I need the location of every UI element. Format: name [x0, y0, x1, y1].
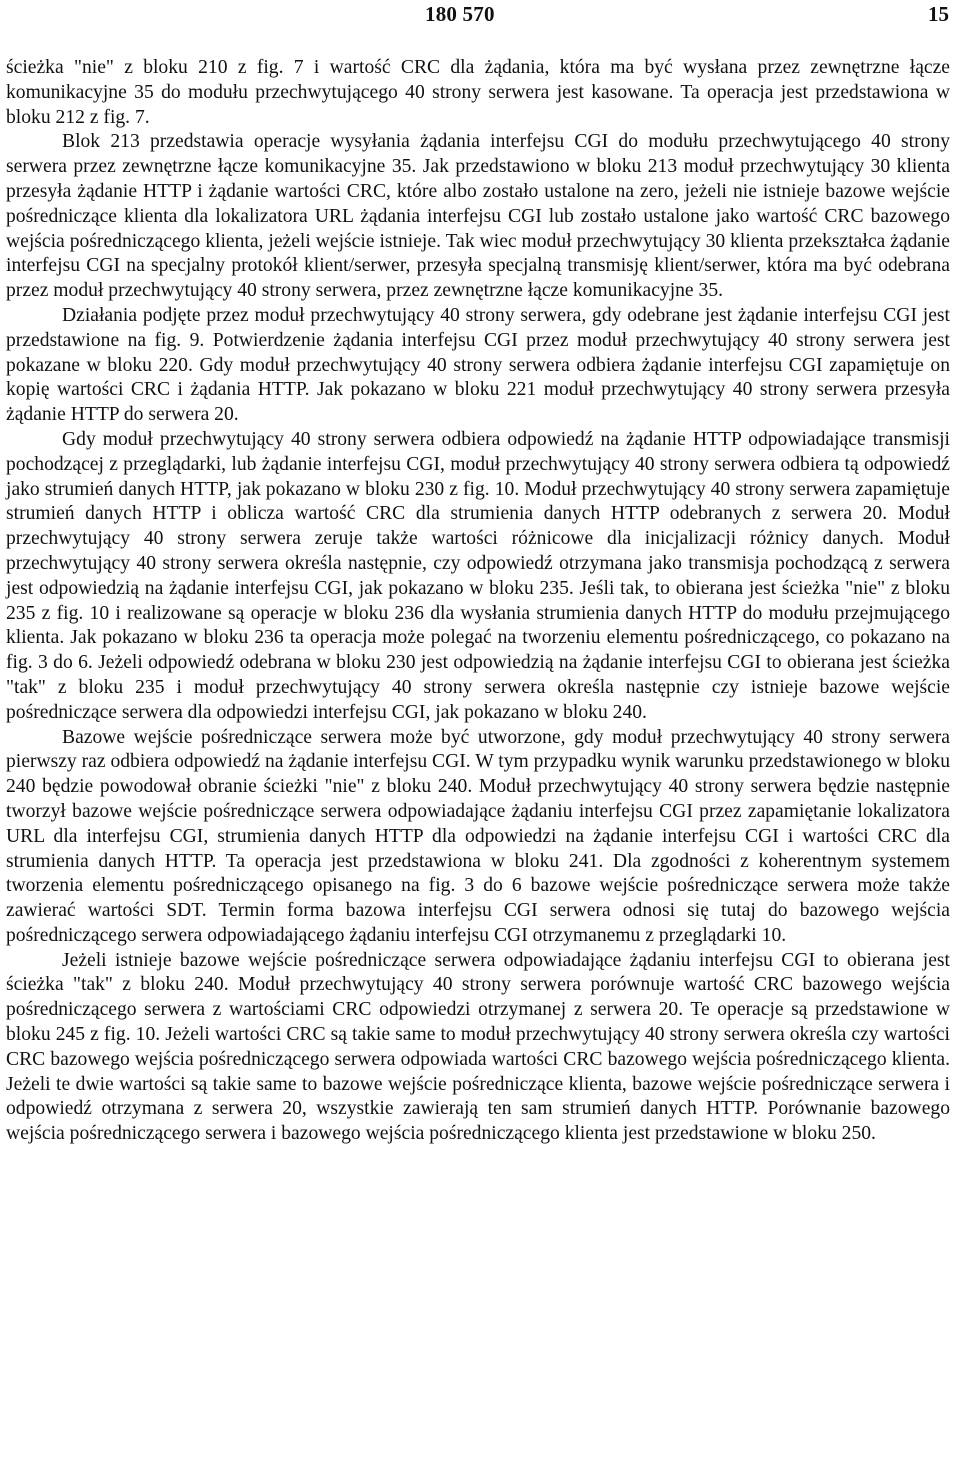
paragraph-1: ścieżka "nie" z bloku 210 z fig. 7 i wartość CRC dla żądania, która ma być wysłana przez zewnętrzne łącze komunikacyjne 35 do modułu przechwytującego 40 strony serwera jest kasowane. Ta operacja jest przedstawiona w bloku 212 z fig. 7. [6, 57, 950, 128]
body-text [6, 56, 950, 1147]
paragraph-4: Gdy moduł przechwytujący 40 strony serwera odbiera odpowiedź na żądanie HTTP odpowiadające transmisji pochodzącej z przeglądarki, lub żądanie interfejsu CGI, moduł przechwytujący 40 strony serwera odbiera tą odpowiedź jako strumień danych HTTP, jak pokazano w bloku 230 z fig. 10. Moduł przechwytujący 40 strony serwera zapamiętuje strumień danych HTTP i oblicza wartość CRC dla strumienia danych HTTP odebranych z serwera 20. Moduł przechwytujący 40 strony serwera zeruje także wartości różnicowe dla inicjalizacji różnicy danych. Moduł przechwytujący 40 strony serwera określa następnie, czy odpowiedź otrzymana jako transmisja pochodzącą z serwera jest odpowiedzią na żądanie interfejsu CGI, jak pokazano w bloku 235. Jeśli tak, to obierana jest ścieżka "nie" z bloku 235 z fig. 10 i realizowane są operacje w bloku 236 dla wysłania strumienia danych HTTP do modułu przejmującego klienta. Jak pokazano w bloku 236 ta operacja może polegać na tworzeniu elementu pośredniczącego, co pokazano na fig. 3 do 6. Jeżeli odpowiedź odebrana w bloku 230 jest odpowiedzią na żądanie interfejsu CGI to obierana jest ścieżka "tak" z bloku 235 i moduł przechwytujący 40 strony serwera określa następnie czy istnieje bazowe wejście pośredniczące serwera dla odpowiedzi interfejsu CGI, jak pokazano w bloku 240. [6, 428, 950, 723]
paragraph-6: Jeżeli istnieje bazowe wejście pośredniczące serwera odpowiadające żądaniu interfejsu CGI to obierana jest ścieżka "tak" z bloku 240. Moduł przechwytujący 40 strony serwera porównuje wartość CRC bazowego wejścia pośredniczącego serwera z wartościami CRC odpowiedzi otrzymanej z serwera 20. Te operacje są przedstawione w bloku 245 z fig. 10. Jeżeli wartości CRC są takie same to moduł przechwytujący 40 strony serwera określa czy wartości CRC bazowego wejścia pośredniczącego serwera odpowiada wartości CRC bazowego wejścia pośredniczącego klienta. Jeżeli te dwie wartości są takie same to bazowe wejście pośredniczące klienta, bazowe wejście pośredniczące serwera i odpowiedź otrzymana z serwera 20, wszystkie zawierają ten sam strumień danych HTTP. Porównanie bazowego wejścia pośredniczącego serwera i bazowego wejścia pośredniczącego klienta jest przedstawione w bloku 250. [6, 949, 950, 1145]
page-header [0, 0, 960, 40]
page-number: 15 [928, 2, 949, 26]
paragraph-2: Blok 213 przedstawia operacje wysyłania żądania interfejsu CGI do modułu przechwytującego 40 strony serwera przez zewnętrzne łącze komunikacyjne 35. Jak przedstawiono w bloku 213 moduł przechwytujący 30 klienta przesyła żądanie HTTP i żądanie wartości CRC, które albo zostało ustalone na zero, jeżeli nie istnieje bazowe wejście pośredniczące klienta dla lokalizatora URL żądania interfejsu CGI lub zostało ustalone jako wartość CRC bazowego wejścia pośredniczącego klienta, jeżeli wejście istnieje. Tak wiec moduł przechwytujący 30 klienta przekształca żądanie interfejsu CGI na specjalny protokół klient/serwer, przesyła specjalną transmisję klient/serwer, która ma być odebrana przez moduł przechwytujący 40 strony serwera, przez zewnętrzne łącze komunikacyjne 35. [6, 131, 950, 302]
document-number: 180 570 [425, 2, 495, 26]
paragraph-5: Bazowe wejście pośredniczące serwera może być utworzone, gdy moduł przechwytujący 40 strony serwera pierwszy raz odbiera odpowiedź na żądanie interfejsu CGI. W tym przypadku wynik warunku przedstawionego w bloku 240 będzie powodował obranie ścieżki "nie" z bloku 240. Moduł przechwytujący 40 strony serwera będzie następnie tworzył bazowe wejście pośredniczące serwera odpowiadające żądaniu interfejsu CGI przez zapamiętanie lokalizatora URL dla interfejsu CGI, strumienia danych HTTP dla odpowiedzi na żądanie interfejsu CGI i wartości CRC dla strumienia danych HTTP. Ta operacja jest przedstawiona w bloku 241. Dla zgodności z koherentnym systemem tworzenia elementu pośredniczącego opisanego na fig. 3 do 6 bazowe wejście pośredniczące serwera może także zawierać wartości SDT. Termin forma bazowa interfejsu CGI serwera odnosi się tutaj do bazowego wejścia pośredniczącego serwera odpowiadającego żądaniu interfejsu CGI otrzymanemu z przeglądarki 10. [6, 726, 950, 946]
paragraph-3: Działania podjęte przez moduł przechwytujący 40 strony serwera, gdy odebrane jest żądanie interfejsu CGI jest przedstawione na fig. 9. Potwierdzenie żądania interfejsu CGI przez moduł przechwytujący 40 strony serwera jest pokazane w bloku 220. Gdy moduł przechwytujący 40 strony serwera odbiera żądanie interfejsu CGI zapamiętuje on kopię wartości CRC i żądania HTTP. Jak pokazano w bloku 221 moduł przechwytujący 40 strony serwera przesyła żądanie HTTP do serwera 20. [6, 304, 950, 426]
